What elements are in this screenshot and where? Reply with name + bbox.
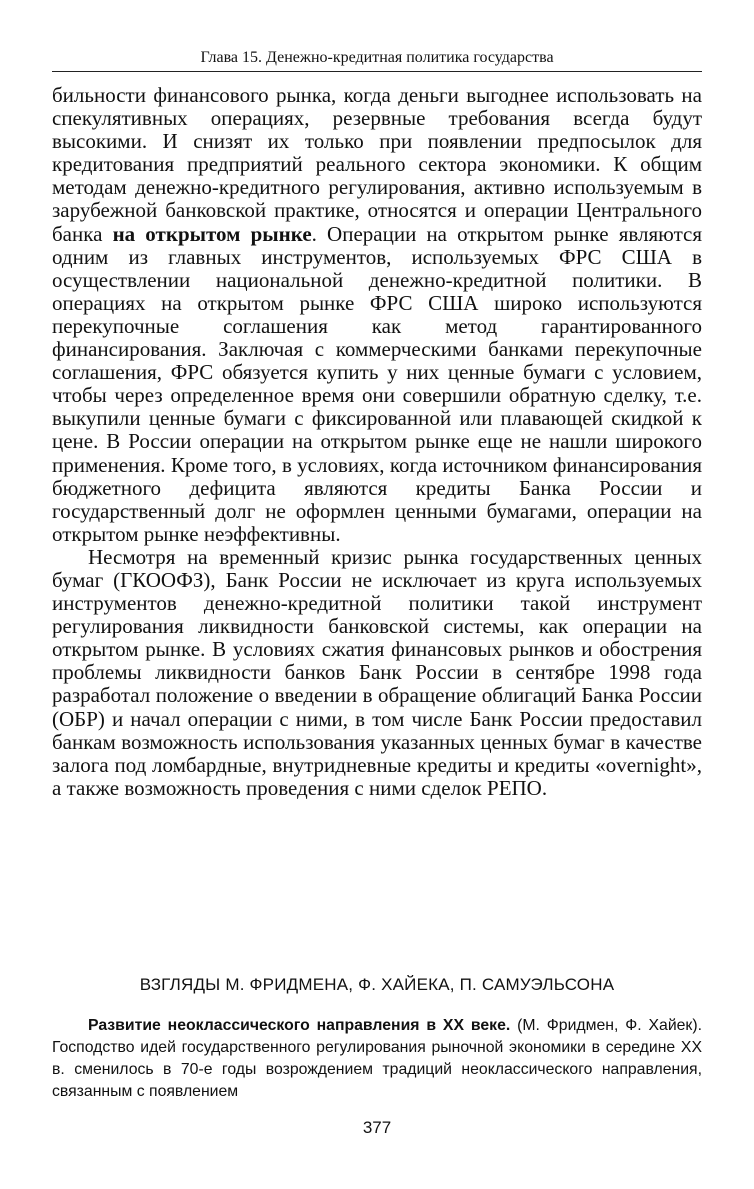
paragraph-1-bold-term: на открытом рынке (112, 221, 312, 246)
subsection-bold-lead: Развитие неоклассического направления в XX веке. (88, 1017, 511, 1034)
subsection-text (52, 1015, 702, 1103)
body-text (52, 84, 702, 800)
paragraph-2: Несмотря на временный кризис рынка государственных ценных бумаг (ГКООФЗ), Банк России не исключает из круга используемых инструментов денежно-кредитной политики такой инструмент регулирования ликвидности банковской системы, как операции на открытом рынке. В условиях сжатия финансовых рынков и обострения проблемы ликвидности банков Банк России в сентябре 1998 года разработал положение о введении в обращение облигаций Банка России (ОБР) и начал операции с ними, в том числе Банк России предоставил банкам возможность использования указанных ценных бумаг в качестве залога под ломбардные, внутридневные кредиты и кредиты «overnight», а также возможность проведения с ними сделок РЕПО. (52, 544, 702, 800)
subsection-body: (М. Фридмен, Ф. Хайек). Господство идей государственного регулирования рыночной экономики в середине XX в. сменилось в 70-е годы возрождением традиций неоклассического направления, связанным с появлением (52, 1017, 702, 1100)
subsection-paragraph (52, 1015, 702, 1103)
paragraph-1-part-1: бильности финансового рынка, когда деньги выгоднее использовать на спекулятивных операциях, резервные требования всегда будут высокими. И снизят их только при появлении предпосылок для кредитования предприятий реального сектора экономики. К общим методам денежно-кредитного регулирования, активно используемым в зарубежной банковской практике, относятся и операции Центрального банка (52, 83, 702, 246)
section-heading: ВЗГЛЯДЫ М. ФРИДМЕНА, Ф. ХАЙЕКА, П. САМУЭЛЬСОНА (139, 975, 615, 994)
running-head: Глава 15. Денежно-кредитная политика государства (52, 48, 702, 72)
page-number: 377 (362, 1118, 392, 1137)
paragraph-1-part-2: . Операции на открытом рынке являются одним из главных инструментов, используемых ФРС США в осуществлении национальной денежно-кредитной политики. В операциях на открытом рынке ФРС США широко используются перекупочные соглашения как метод гарантированного финансирования. Заключая с коммерческими банками перекупочные соглашения, ФРС обязуется купить у них ценные бумаги с условием, чтобы через определенное время они совершили обратную сделку, т.е. выкупили ценные бумаги с фиксированной или плавающей скидкой к цене. В России операции на открытом рынке еще не нашли широкого применения. Кроме того, в условиях, когда источником финансирования бюджетного дефицита являются кредиты Банка России и государственный долг не оформлен ценными бумагами, операции на открытом рынке неэффективны. (52, 221, 702, 546)
paragraph-1 (52, 84, 702, 546)
